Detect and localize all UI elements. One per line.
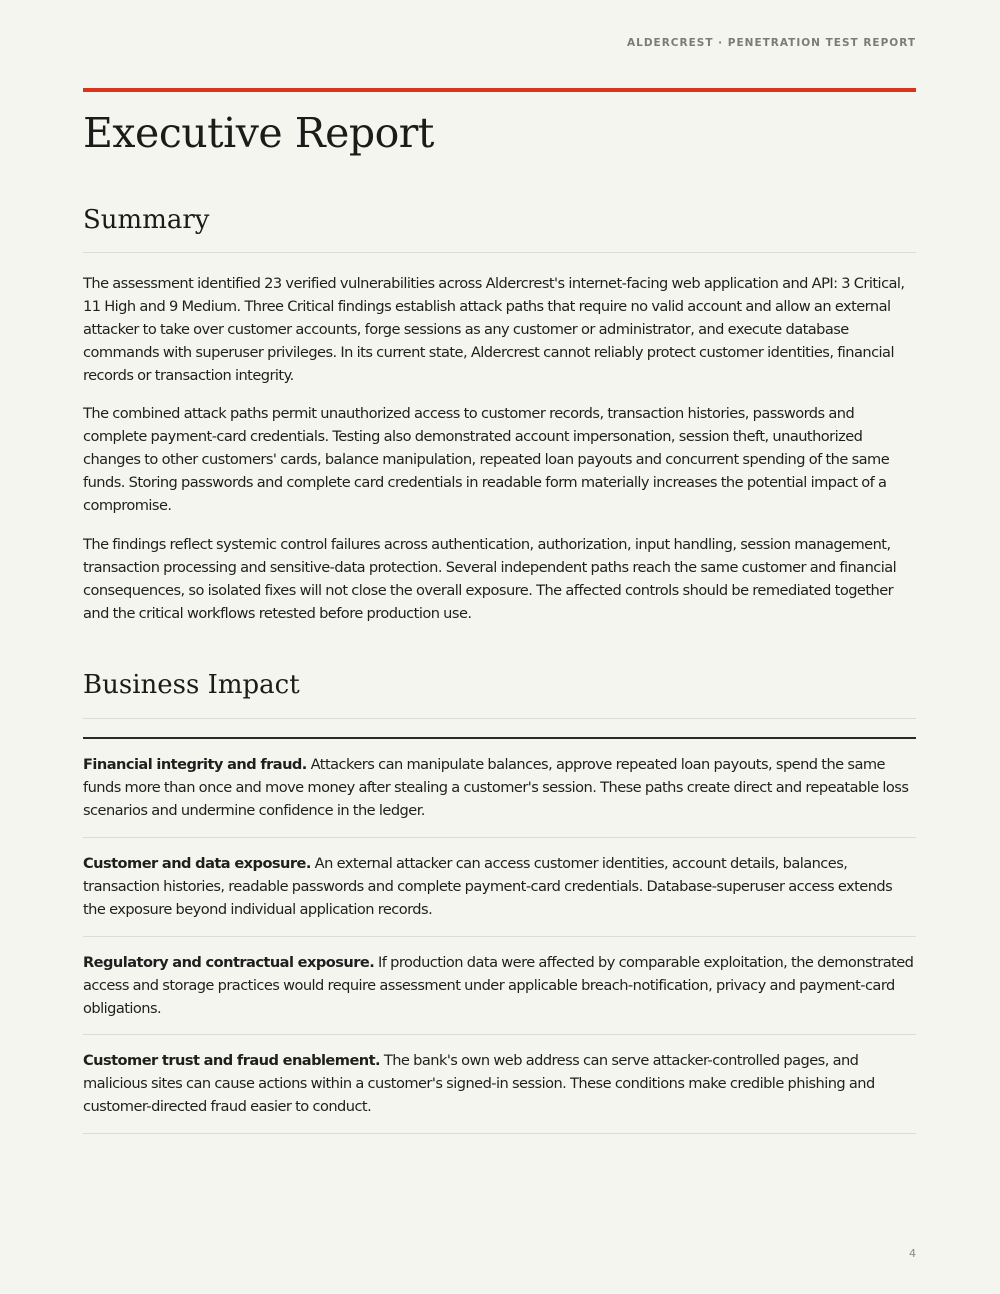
impact-item-text: If production data were affected by comparable exploitation, the demonstrated access and storage practices would require assessment under applicable breach-notification, privacy and payment-card obligations.	[83, 954, 914, 1017]
impact-item-data-exposure	[83, 852, 916, 921]
summary-paragraph-2: The combined attack paths permit unauthorized access to customer records, transaction histories, passwords and complete payment-card credentials. Testing also demonstrated account impersonation, session theft, unauthorized changes to other customers' cards, balance manipulation, repeated loan payouts and concurrent spending of the same funds. Storing passwords and complete card credentials in readable form materially increases the potential impact of a compromise.	[83, 405, 890, 514]
page-title: Executive Report	[83, 109, 434, 157]
impact-item-title: Financial integrity and fraud.	[83, 756, 307, 773]
impact-item-title: Regulatory and contractual exposure.	[83, 954, 375, 971]
impact-item-title: Customer and data exposure.	[83, 855, 311, 872]
impact-item-divider	[83, 1034, 916, 1035]
business-impact-heading: Business Impact	[83, 670, 300, 700]
running-header: ALDERCREST · PENETRATION TEST REPORT	[627, 37, 916, 49]
impact-item-title: Customer trust and fraud enablement.	[83, 1052, 381, 1069]
summary-paragraph-3: The findings reflect systemic control failures across authentication, authorization, input handling, session management, transaction processing and sensitive-data protection. Several independent paths reach the same customer and financial consequences, so isolated fixes will not close the overall exposure. The affected controls should be remediated together and the critical workflows retested before production use.	[83, 536, 897, 622]
impact-item-text: The bank's own web address can serve attacker-controlled pages, and malicious sites can cause actions within a customer's signed-in session. These conditions make credible phishing and customer-directed fraud easier to conduct.	[83, 1052, 875, 1115]
page-number: 4	[909, 1247, 916, 1260]
impact-item-text: An external attacker can access customer identities, account details, balances, transaction histories, readable passwords and complete payment-card credentials. Database-superuser access extends the exposure beyond individual application records.	[83, 855, 893, 918]
summary-paragraph-1: The assessment identified 23 verified vulnerabilities across Aldercrest's internet-facing web application and API: 3 Critical, 11 High and 9 Medium. Three Critical findings establish attack paths that require no valid account and allow an external attacker to take over customer accounts, forge sessions as any customer or administrator, and execute database commands with superuser privileges. In its current state, Aldercrest cannot reliably protect customer identities, financial records or transaction integrity.	[83, 275, 905, 384]
impact-item-regulatory	[83, 951, 916, 1020]
impact-item-divider	[83, 1133, 916, 1134]
report-page	[83, 0, 916, 1294]
summary-divider	[83, 252, 916, 253]
impact-item-divider	[83, 936, 916, 937]
impact-item-text: Attackers can manipulate balances, approve repeated loan payouts, spend the same funds more than once and move money after stealing a customer's session. These paths create direct and repeatable loss scenarios and undermine confidence in the ledger.	[83, 756, 909, 819]
impact-item-financial	[83, 753, 916, 822]
impact-item-divider	[83, 837, 916, 838]
summary-heading: Summary	[83, 205, 210, 235]
business-impact-divider	[83, 718, 916, 719]
accent-rule	[83, 88, 916, 92]
impact-item-customer-trust	[83, 1049, 916, 1118]
impact-list-top-rule	[83, 737, 916, 739]
